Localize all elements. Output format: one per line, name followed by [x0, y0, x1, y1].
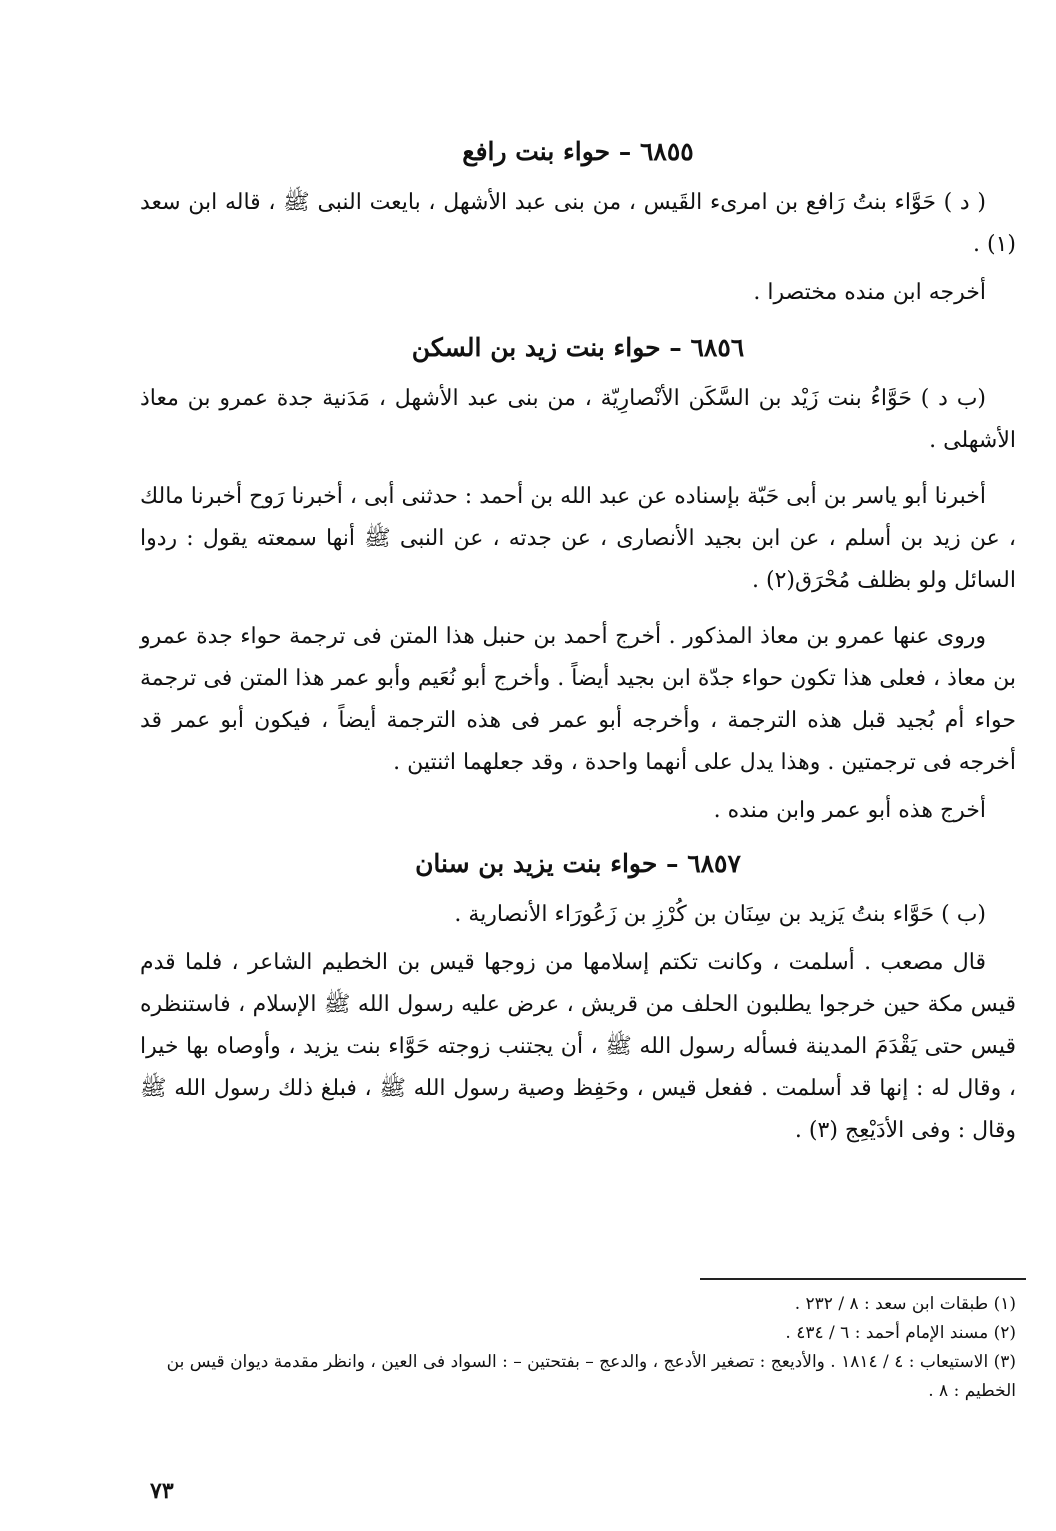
entry-paragraph: (ب د ) حَوَّاءُ بنت زَيْد بن السَّكَن الأنْصارِيّة ، من بنى عبد الأشهل ، مَدَنية جدة عمرو بن معاذ الأشهلى . [140, 386, 1016, 453]
footnote-divider [700, 1278, 1026, 1280]
entry-title: ٦٨٥٧ – حواء بنت يزيد بن سنان [415, 849, 741, 878]
footnote-3: (٣) الاستيعاب : ٤ / ١٨١٤ . والأديعج : تصغير الأدعج ، والدعج – بفتحتين – : السواد فى العين ، وانظر مقدمة ديوان قيس بن الخطيم : ٨ . [166, 1352, 1016, 1401]
footnote-1: (١) طبقات ابن سعد : ٨ / ٢٣٢ . [794, 1294, 1016, 1314]
entry-paragraph: ( د ) حَوَّاء بنتُ رَافع بن امرىء القَيس ، من بنى عبد الأشهل ، بايعت النبى ﷺ ، قاله ابن سعد (١) . [140, 190, 1016, 257]
entry-paragraph: أخرجه ابن منده مختصرا . [753, 280, 986, 305]
page-number: ٧٣ [150, 1478, 174, 1504]
entry-paragraph: قال مصعب . أسلمت ، وكانت تكتم إسلامها من زوجها قيس بن الخطيم الشاعر ، فلما قدم قيس مكة حين خرجوا يطلبون الحلف من قريش ، عرض عليه رسول الله ﷺ الإسلام ، فاستنظره قيس حتى يَقْدَمَ المدينة فسأله رسول الله ﷺ ، أن يجتنب زوجته حَوَّاء بنت يزيد ، وأوصاه بها خيرا ، وقال له : إنها قد أسلمت . ففعل قيس ، وحَفِظ وصية رسول الله ﷺ ، فبلغ ذلك رسول الله ﷺ وقال : وفى الأدَيْعِج (٣) . [140, 950, 1016, 1143]
entry-paragraph: وروى عنها عمرو بن معاذ المذكور . أخرج أحمد بن حنبل هذا المتن فى ترجمة حواء جدة عمرو بن معاذ ، فعلى هذا تكون حواء جدّة ابن بجيد أيضاً . وأخرج أبو نُعَيم وأبو عمر هذا المتن فى ترجمة حواء أم بُجيد قبل هذه الترجمة ، وأخرجه أبو عمر فى هذه الترجمة أيضاً ، فيكون أبو عمر قد أخرجه فى ترجمتين . وهذا يدل على أنهما واحدة ، وقد جعلهما اثنتين . [140, 624, 1016, 775]
entry-paragraph: (ب ) حَوَّاء بنتُ يَزيد بن سِنَان بن كُرْزِ بن زَعُورَاء الأنصارية . [454, 902, 986, 927]
entry-title: ٦٨٥٥ – حواء بنت رافع [462, 137, 694, 166]
entry-6857 [140, 844, 1016, 1152]
entry-title: ٦٨٥٦ – حواء بنت زيد بن السكن [411, 333, 745, 362]
footnote-2: (٢) مسند الإمام أحمد : ٦ / ٤٣٤ . [785, 1323, 1016, 1343]
footnotes [150, 1290, 1016, 1406]
entry-6856 [140, 328, 1016, 832]
entry-paragraph: أخرج هذه أبو عمر وابن منده . [713, 798, 986, 823]
entry-paragraph: أخبرنا أبو ياسر بن أبى حَبّة بإسناده عن عبد الله بن أحمد : حدثنى أبى ، أخبرنا رَوح أخبرنا مالك ، عن زيد بن أسلم ، عن ابن بجيد الأنصارى ، عن جدته ، عن النبى ﷺ أنها سمعته يقول : ردوا السائل ولو بظلف مُحْرَق(٢) . [140, 484, 1016, 593]
entry-6855 [140, 132, 1016, 314]
page-body [140, 120, 1016, 1166]
